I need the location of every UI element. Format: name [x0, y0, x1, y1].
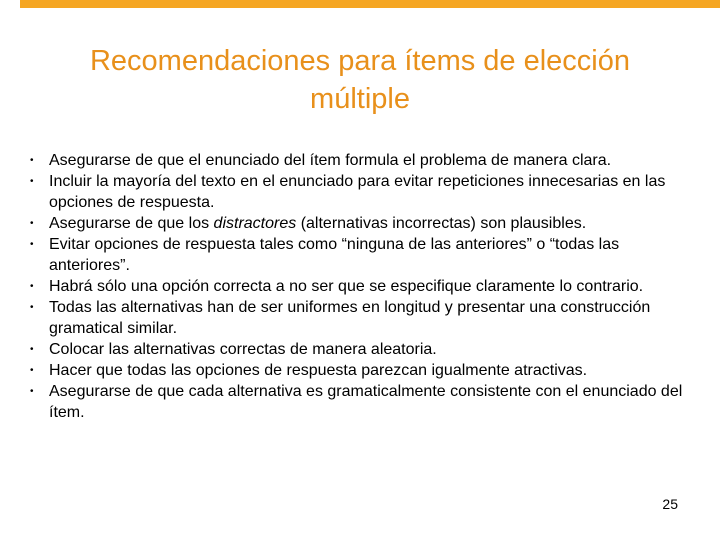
bullet-text: Hacer que todas las opciones de respuesta parezcan igualmente atractivas.	[49, 362, 588, 379]
bullet-text: Todas las alternativas han de ser uniformes en longitud y presentar una construcción gramatical similar.	[49, 299, 651, 337]
bullet-item	[30, 339, 695, 360]
bullet-text-before: Asegurarse de que los	[49, 215, 214, 232]
bullet-icon: •	[30, 239, 34, 250]
bullet-text: Asegurarse de que el enunciado del ítem formula el problema de manera clara.	[49, 152, 612, 169]
bullet-text: Colocar las alternativas correctas de manera aleatoria.	[49, 341, 437, 358]
bullet-text: Habrá sólo una opción correcta a no ser que se especifique claramente lo contrario.	[49, 278, 644, 295]
bullet-item	[30, 171, 695, 213]
bullet-icon: •	[30, 281, 34, 292]
slide-title-line-1: Recomendaciones para ítems de elección	[89, 45, 631, 77]
page-number: 25	[662, 496, 678, 512]
bullet-text-after: (alternativas incorrectas) son plausibles.	[296, 215, 587, 232]
bullet-item	[30, 150, 695, 171]
bullet-text: Incluir la mayoría del texto en el enunciado para evitar repeticiones innecesarias en las opciones de respuesta.	[49, 173, 666, 211]
bullet-icon: •	[30, 155, 34, 166]
bullet-icon: •	[30, 365, 34, 376]
bullet-text: Evitar opciones de respuesta tales como “ninguna de las anteriores” o “todas las anteriores”.	[49, 236, 620, 274]
bullet-item	[30, 360, 695, 381]
bullet-item	[30, 276, 695, 297]
bullet-item	[30, 234, 695, 276]
bullet-text: Asegurarse de que cada alternativa es gramaticalmente consistente con el enunciado del ítem.	[49, 383, 683, 421]
bullet-item	[30, 297, 695, 339]
top-accent-bar	[20, 0, 720, 8]
bullet-item	[30, 213, 695, 234]
bullet-icon: •	[30, 344, 34, 355]
bullet-text-italic: distractores	[213, 215, 297, 232]
bullet-icon: •	[30, 176, 34, 187]
recommendations-list	[30, 150, 695, 423]
slide-title	[30, 42, 690, 118]
bullet-icon: •	[30, 386, 34, 397]
bullet-icon: •	[30, 218, 34, 229]
slide-title-line-2: múltiple	[310, 83, 410, 115]
bullet-item	[30, 381, 695, 423]
bullet-icon: •	[30, 302, 34, 313]
bullet-text	[49, 215, 586, 232]
